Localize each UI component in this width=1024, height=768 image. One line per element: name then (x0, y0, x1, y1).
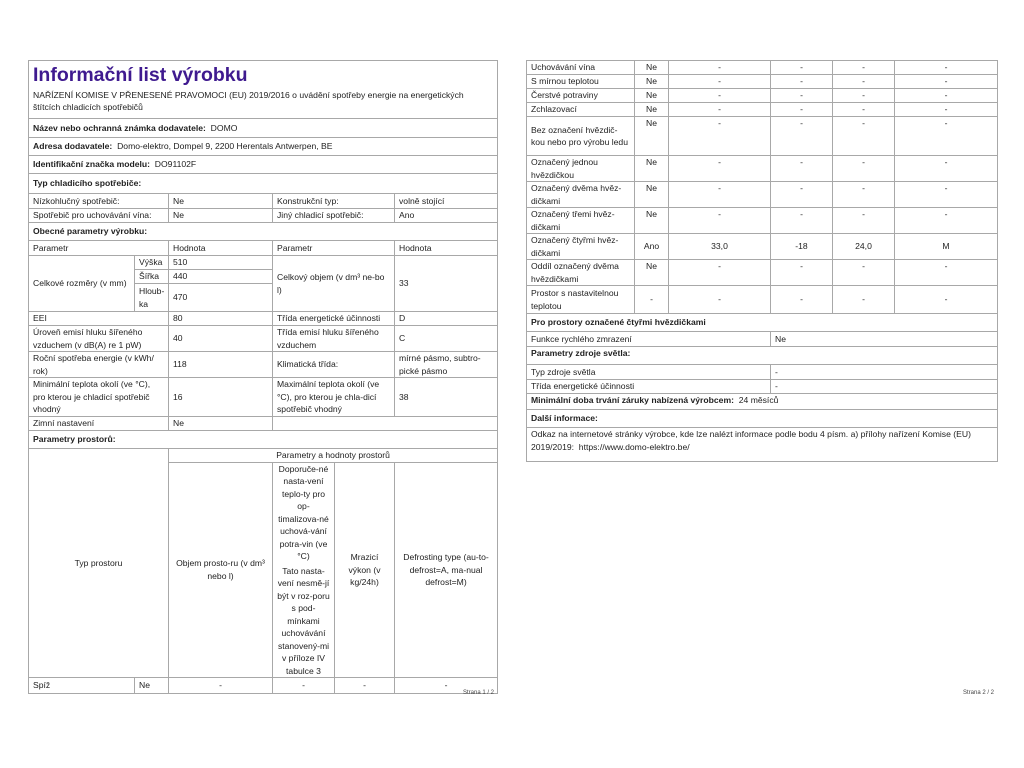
table-row (527, 208, 998, 234)
build-value: volně stojící (395, 194, 498, 209)
comp-temp-text: Doporuče-né nasta-vení teplo-ty pro op-timalizova-né uchová-vání potra-vin (ve °C) (278, 463, 329, 561)
pantry-defrost: - (395, 678, 498, 694)
table-row (527, 75, 998, 89)
col-param-2: Parametr (273, 241, 395, 256)
other-label: Jiný chladicí spotřebič: (273, 209, 395, 223)
comp-defrost-header: Defrosting type (au-to-defrost=A, ma-nual defrost=M) (395, 462, 498, 678)
compartment-type: S mírnou teplotou (527, 75, 635, 89)
compartment-temp: - (771, 89, 833, 103)
depth-value: 470 (169, 284, 273, 312)
general-heading: Obecné parametry výrobku: (29, 223, 498, 241)
product-info-sheet-page-2 (526, 60, 998, 462)
regulation-text: NAŘÍZENÍ KOMISE V PŘENESENÉ PRAVOMOCI (EU) 2019/2016 o uvádění spotřeby energie na energetických štítcích chladicích spotřebičů (29, 89, 498, 119)
table-row (527, 286, 998, 314)
compartment-volume: - (669, 156, 771, 182)
compartment-type: Oddíl označený dvěma hvězdičkami (527, 260, 635, 286)
model-row (29, 156, 498, 174)
four-star-heading: Pro prostory označené čtyřmi hvězdičkami (527, 314, 998, 332)
table-row (527, 156, 998, 182)
warranty-row (527, 394, 998, 410)
noise-class-label: Třída emisí hluku šířeného vzduchem (273, 326, 395, 352)
page-number-2: Strana 2 / 2 (963, 690, 995, 696)
compartment-type: Bez označení hvězdič-kou nebo pro výrobu ledu (527, 117, 635, 156)
more-text-cell (527, 428, 998, 462)
low-noise-value: Ne (169, 194, 273, 209)
compartment-present: Ano (635, 234, 669, 260)
comp-volume-header: Objem prosto-ru (v dm³ nebo l) (169, 462, 273, 678)
compartment-temp: - (771, 182, 833, 208)
model-value: DO91102F (154, 159, 197, 170)
supplier-row (29, 119, 498, 138)
other-value: Ano (395, 209, 498, 223)
compartment-defrost: - (895, 89, 998, 103)
compartment-rows (527, 61, 998, 314)
address-value: Domo-elektro, Dompel 9, 2200 Herentals Antwerpen, BE (117, 141, 333, 152)
product-info-sheet-page-1 (28, 60, 498, 694)
compartment-freeze: - (833, 208, 895, 234)
compartment-volume: - (669, 75, 771, 89)
low-noise-label: Nízkohlučný spotřebič: (29, 194, 169, 209)
supplier-label: Název nebo ochranná známka dodavatele: (33, 122, 206, 133)
compartment-volume: 33,0 (669, 234, 771, 260)
compartment-freeze: - (833, 89, 895, 103)
wine-label: Spotřebič pro uchovávání vína: (29, 209, 169, 223)
pantry-temp: - (273, 678, 335, 694)
winter-label: Zimní nastavení (29, 416, 169, 430)
fast-freeze-value: Ne (771, 332, 998, 347)
comp-freeze-header: Mrazicí výkon (v kg/24h) (335, 462, 395, 678)
winter-value: Ne (169, 416, 273, 430)
climate-value: mírné pásmo, subtro-pické pásmo (395, 352, 498, 378)
compartment-type: Označený čtyřmi hvěz-dičkami (527, 234, 635, 260)
comp-temp-note: Tato nasta-vení nesmě-jí být v roz-poru s pod-mínkami uchovávání stanovený-mi v příloze IV tabulce 3 (277, 565, 330, 676)
col-value: Hodnota (169, 241, 273, 256)
address-label: Adresa dodavatele: (33, 141, 113, 152)
table-row (527, 117, 998, 156)
light-class-label: Třída energetické účinnosti (527, 380, 771, 394)
height-value: 510 (169, 256, 273, 270)
compartment-volume: - (669, 182, 771, 208)
compartment-defrost: M (895, 234, 998, 260)
compartment-type: Označený třemi hvěz-dičkami (527, 208, 635, 234)
depth-label: Hloub-ka (135, 284, 169, 312)
fast-freeze-label: Funkce rychlého zmrazení (527, 332, 771, 347)
compartment-defrost: - (895, 208, 998, 234)
supplier-value: DOMO (210, 122, 238, 133)
compartment-present: Ne (635, 89, 669, 103)
compartment-present: Ne (635, 156, 669, 182)
eei-value: 80 (169, 312, 273, 326)
compartment-volume: - (669, 260, 771, 286)
manufacturer-link[interactable]: https://www.domo-elektro.be/ (578, 441, 690, 452)
compartment-present: Ne (635, 103, 669, 117)
compartment-freeze: - (833, 61, 895, 75)
energy-class-label: Třída energetické účinnosti (273, 312, 395, 326)
compartment-type: Označený dvěma hvěz-dičkami (527, 182, 635, 208)
min-temp-label: Minimální teplota okolí (ve °C), pro kterou je chladicí spotřebič vhodný (29, 378, 169, 417)
noise-value: 40 (169, 326, 273, 352)
compartment-defrost: - (895, 103, 998, 117)
table-row (527, 89, 998, 103)
max-temp-label: Maximální teplota okolí (ve °C), pro kterou je chla-dicí spotřebič vhodný (273, 378, 395, 417)
compartment-freeze: - (833, 75, 895, 89)
compartment-defrost: - (895, 286, 998, 314)
noise-label: Úroveň emisí hluku šířeného vzduchem (v dB(A) re 1 pW) (29, 326, 169, 352)
compartment-temp: - (771, 260, 833, 286)
min-temp-value: 16 (169, 378, 273, 417)
compartment-present: Ne (635, 117, 669, 156)
type-heading: Typ chladicího spotřebiče: (29, 174, 498, 194)
col-param: Parametr (29, 241, 169, 256)
comp-params-heading: Parametry a hodnoty prostorů (169, 448, 498, 462)
annual-label: Roční spotřeba energie (v kWh/ rok) (29, 352, 169, 378)
compartment-freeze: - (833, 117, 895, 156)
compartment-present: Ne (635, 260, 669, 286)
compartment-type: Čerstvé potraviny (527, 89, 635, 103)
compartment-temp: - (771, 286, 833, 314)
wine-value: Ne (169, 209, 273, 223)
compartment-temp: - (771, 75, 833, 89)
page-number-1: Strana 1 / 2 (463, 690, 495, 696)
table-row (527, 103, 998, 117)
compartment-volume: - (669, 117, 771, 156)
compartment-freeze: - (833, 286, 895, 314)
compartment-present: Ne (635, 208, 669, 234)
more-heading: Další informace: (527, 410, 998, 428)
compartment-defrost: - (895, 117, 998, 156)
light-class-value: - (771, 380, 998, 394)
table-row (527, 260, 998, 286)
table-row (527, 234, 998, 260)
max-temp-value: 38 (395, 378, 498, 417)
height-label: Výška (135, 256, 169, 270)
compartment-defrost: - (895, 182, 998, 208)
compartment-type: Zchlazovací (527, 103, 635, 117)
compartment-freeze: - (833, 156, 895, 182)
pantry-label: Spíž (29, 678, 135, 694)
compartment-present: Ne (635, 61, 669, 75)
warranty-value: 24 měsíců (738, 395, 779, 405)
compartment-volume: - (669, 89, 771, 103)
compartment-temp: -18 (771, 234, 833, 260)
pantry-freeze: - (335, 678, 395, 694)
energy-class-value: D (395, 312, 498, 326)
compartment-temp: - (771, 208, 833, 234)
compartment-volume: - (669, 61, 771, 75)
page-title: Informační list výrobku (29, 61, 498, 89)
compartment-defrost: - (895, 156, 998, 182)
compartments-heading: Parametry prostorů: (29, 430, 498, 448)
compartment-volume: - (669, 286, 771, 314)
annual-value: 118 (169, 352, 273, 378)
table-row (29, 678, 498, 694)
compartment-defrost: - (895, 75, 998, 89)
comp-type-header: Typ prostoru (29, 448, 169, 678)
table-row (527, 61, 998, 75)
volume-value: 33 (395, 256, 498, 312)
model-label: Identifikační značka modelu: (33, 159, 150, 170)
empty-cell (273, 416, 498, 430)
compartment-freeze: - (833, 260, 895, 286)
volume-label: Celkový objem (v dm³ ne-bo l) (273, 256, 395, 312)
compartment-present: Ne (635, 75, 669, 89)
compartment-volume: - (669, 208, 771, 234)
table-row (527, 182, 998, 208)
more-text: Odkaz na internetové stránky výrobce, kde lze nalézt informace podle bodu 4 písm. a) přílohy nařízení Komise (EU) 2019/2019: (531, 429, 971, 452)
width-label: Šířka (135, 270, 169, 284)
climate-label: Klimatická třída: (273, 352, 395, 378)
compartment-volume: - (669, 103, 771, 117)
compartment-temp: - (771, 117, 833, 156)
address-row (29, 138, 498, 156)
compartment-temp: - (771, 61, 833, 75)
compartment-type: Uchovávání vína (527, 61, 635, 75)
dims-label: Celkové rozměry (v mm) (29, 256, 135, 312)
col-value-2: Hodnota (395, 241, 498, 256)
compartment-present: Ne (635, 182, 669, 208)
light-type-value: - (771, 365, 998, 380)
noise-class-value: C (395, 326, 498, 352)
compartment-freeze: 24,0 (833, 234, 895, 260)
width-value: 440 (169, 270, 273, 284)
compartment-freeze: - (833, 182, 895, 208)
compartment-type: Označený jednou hvězdičkou (527, 156, 635, 182)
compartment-type: Prostor s nastavitelnou teplotou (527, 286, 635, 314)
light-heading: Parametry zdroje světla: (527, 347, 998, 365)
compartment-defrost: - (895, 260, 998, 286)
pantry-volume: - (169, 678, 273, 694)
compartment-freeze: - (833, 103, 895, 117)
eei-label: EEI (29, 312, 169, 326)
compartment-defrost: - (895, 61, 998, 75)
comp-temp-header (273, 462, 335, 678)
compartment-temp: - (771, 103, 833, 117)
light-type-label: Typ zdroje světla (527, 365, 771, 380)
pantry-present: Ne (135, 678, 169, 694)
compartment-temp: - (771, 156, 833, 182)
warranty-label: Minimální doba trvání záruky nabízená výrobcem: (531, 395, 734, 405)
compartment-present: - (635, 286, 669, 314)
build-label: Konstrukční typ: (273, 194, 395, 209)
